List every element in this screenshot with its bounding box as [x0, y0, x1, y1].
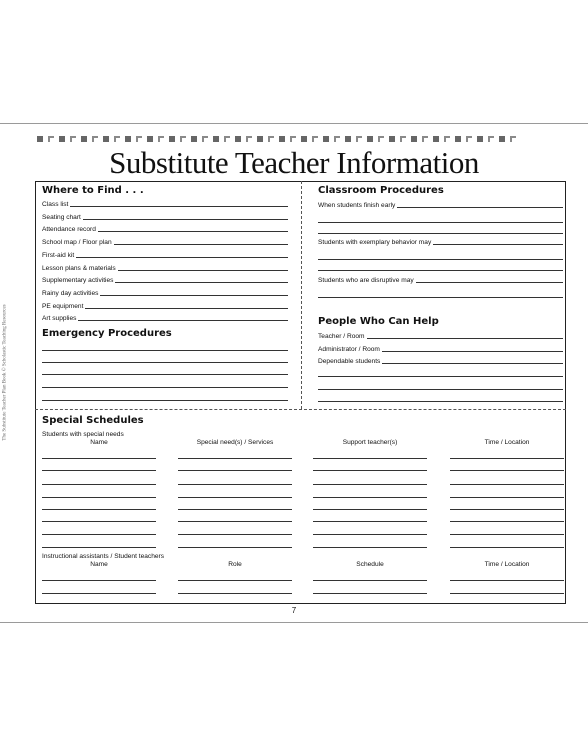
assistants-col-header: Role [228, 561, 242, 568]
where-to-find-item-row[interactable] [42, 212, 288, 221]
where-to-find-item-blank[interactable] [98, 231, 288, 232]
where-to-find-item-label: Rainy day activities [42, 289, 99, 297]
decorative-square [37, 136, 43, 142]
decorative-square [92, 136, 98, 142]
special-needs-col-header: Special need(s) / Services [196, 439, 274, 446]
emergency-line[interactable] [42, 374, 288, 375]
assistants-line[interactable] [450, 580, 564, 581]
decorative-square [499, 136, 505, 142]
decorative-square [202, 136, 208, 142]
help-item-label: Dependable students [318, 358, 381, 365]
classroom-line[interactable] [318, 233, 563, 234]
special-needs-line[interactable] [42, 458, 156, 459]
special-needs-line[interactable] [42, 484, 156, 485]
emergency-procedures-heading: Emergency Procedures [42, 328, 172, 339]
help-item-row[interactable] [318, 331, 563, 340]
special-needs-line[interactable] [450, 470, 564, 471]
decorative-square [169, 136, 175, 142]
help-item-label: Teacher / Room [318, 333, 365, 340]
people-who-can-help-heading: People Who Can Help [318, 316, 439, 327]
decorative-square [345, 136, 351, 142]
decorative-square [70, 136, 76, 142]
classroom-line[interactable] [318, 259, 563, 260]
special-needs-line[interactable] [42, 497, 156, 498]
horizontal-divider [35, 409, 566, 410]
emergency-line[interactable] [42, 350, 288, 351]
decorative-square [59, 136, 65, 142]
where-to-find-item-label: Class list [42, 201, 69, 208]
decorative-square [158, 136, 164, 142]
special-needs-line[interactable] [178, 470, 292, 471]
help-item-blank[interactable] [382, 351, 563, 352]
decorative-square [400, 136, 406, 142]
special-needs-line[interactable] [313, 497, 427, 498]
special-needs-line[interactable] [178, 509, 292, 510]
decorative-square [312, 136, 318, 142]
help-line[interactable] [318, 401, 563, 402]
special-needs-line[interactable] [42, 547, 156, 548]
special-needs-line[interactable] [313, 509, 427, 510]
assistants-line[interactable] [42, 593, 156, 594]
help-item-label: Administrator / Room [318, 345, 380, 353]
decorative-square [455, 136, 461, 142]
special-needs-line[interactable] [178, 534, 292, 535]
where-to-find-item-row[interactable] [42, 250, 288, 259]
where-to-find-item-label: Lesson plans & materials [42, 264, 116, 272]
classroom-item-blank[interactable] [416, 282, 563, 283]
decorative-square [422, 136, 428, 142]
where-to-find-item-blank[interactable] [100, 295, 288, 296]
decorative-square [235, 136, 241, 142]
where-to-find-item-row[interactable] [42, 237, 288, 246]
where-to-find-item-blank[interactable] [78, 320, 288, 321]
where-to-find-item-row[interactable] [42, 199, 288, 208]
decorative-square [246, 136, 252, 142]
assistants-line[interactable] [313, 580, 427, 581]
classroom-item-row[interactable] [318, 237, 563, 246]
classroom-item-blank[interactable] [397, 207, 563, 208]
where-to-find-item-row[interactable] [42, 275, 288, 284]
decorative-square [477, 136, 483, 142]
decorative-square [301, 136, 307, 142]
special-needs-line[interactable] [313, 534, 427, 535]
decorative-square [224, 136, 230, 142]
decorative-square [147, 136, 153, 142]
assistants-col-header: Schedule [356, 561, 384, 568]
special-needs-line[interactable] [313, 521, 427, 522]
assistants-col-header: Name [90, 561, 108, 568]
where-to-find-item-row[interactable] [42, 288, 288, 297]
special-needs-line[interactable] [450, 484, 564, 485]
assistants-line[interactable] [450, 593, 564, 594]
classroom-item-label: When students finish early [318, 202, 396, 209]
special-needs-line[interactable] [42, 509, 156, 510]
emergency-line[interactable] [42, 400, 288, 401]
help-line[interactable] [318, 376, 563, 377]
special-needs-line[interactable] [178, 497, 292, 498]
special-needs-line[interactable] [178, 521, 292, 522]
where-to-find-item-label: Attendance record [42, 226, 96, 234]
decorative-square [191, 136, 197, 142]
decorative-square [510, 136, 516, 142]
decorative-square [334, 136, 340, 142]
decorative-square [213, 136, 219, 142]
assistants-subheading: Instructional assistants / Student teachers [42, 553, 165, 560]
special-needs-line[interactable] [313, 458, 427, 459]
decorative-square [389, 136, 395, 142]
assistants-line[interactable] [178, 580, 292, 581]
decorative-square [125, 136, 131, 142]
decorative-square [367, 136, 373, 142]
special-needs-line[interactable] [178, 484, 292, 485]
decorative-square [103, 136, 109, 142]
classroom-item-label: Students with exemplary behavior may [318, 239, 432, 246]
classroom-line[interactable] [318, 297, 563, 298]
special-schedules-heading: Special Schedules [42, 415, 144, 426]
where-to-find-item-blank[interactable] [76, 257, 288, 258]
assistants-line[interactable] [42, 580, 156, 581]
special-needs-line[interactable] [450, 547, 564, 548]
special-needs-subheading: Students with special needs [42, 431, 124, 438]
where-to-find-item-label: Supplementary activities [42, 277, 114, 285]
page-number: 7 [291, 606, 297, 615]
where-to-find-item-row[interactable] [42, 313, 288, 322]
assistants-line[interactable] [313, 593, 427, 594]
special-needs-col-header: Time / Location [484, 439, 530, 446]
decorative-square [378, 136, 384, 142]
emergency-line[interactable] [42, 387, 288, 388]
special-needs-line[interactable] [178, 458, 292, 459]
help-item-blank[interactable] [382, 363, 563, 364]
special-needs-line[interactable] [450, 458, 564, 459]
where-to-find-item-row[interactable] [42, 301, 288, 310]
decorative-square [48, 136, 54, 142]
special-needs-line[interactable] [450, 534, 564, 535]
classroom-procedures-heading: Classroom Procedures [318, 185, 444, 196]
decorative-square [323, 136, 329, 142]
assistants-line[interactable] [178, 593, 292, 594]
decorative-square [180, 136, 186, 142]
classroom-item-row[interactable] [318, 200, 563, 209]
page-title: Substitute Teacher Information [109, 145, 479, 180]
special-needs-line[interactable] [450, 521, 564, 522]
side-credit: The Substitute Teacher Plan Book © Scholastic Teaching Resources [2, 304, 8, 441]
special-needs-line[interactable] [450, 509, 564, 510]
where-to-find-item-label: Art supplies [42, 315, 77, 323]
where-to-find-item-label: Seating chart [42, 213, 81, 221]
where-to-find-item-blank[interactable] [85, 308, 288, 309]
classroom-line[interactable] [318, 222, 563, 223]
classroom-item-label: Students who are disruptive may [318, 277, 414, 284]
decorative-square [279, 136, 285, 142]
help-item-row[interactable] [318, 356, 563, 365]
where-to-find-item-label: First-aid kit [42, 251, 75, 259]
decorative-square [444, 136, 450, 142]
decorative-square [114, 136, 120, 142]
help-line[interactable] [318, 389, 563, 390]
classroom-line[interactable] [318, 270, 563, 271]
assistants-col-header: Time / Location [484, 561, 530, 568]
decorative-square [268, 136, 274, 142]
where-to-find-item-blank[interactable] [115, 282, 288, 283]
special-needs-col-header: Support teacher(s) [342, 439, 398, 446]
decorative-square [356, 136, 362, 142]
where-to-find-item-row[interactable] [42, 263, 288, 272]
decorative-square [488, 136, 494, 142]
where-to-find-item-blank[interactable] [83, 219, 288, 220]
special-needs-line[interactable] [313, 470, 427, 471]
special-needs-col-header: Name [90, 439, 108, 446]
decorative-square [466, 136, 472, 142]
decorative-square [257, 136, 263, 142]
special-needs-line[interactable] [450, 497, 564, 498]
special-needs-line[interactable] [42, 534, 156, 535]
decorative-square [290, 136, 296, 142]
special-needs-line[interactable] [313, 547, 427, 548]
classroom-item-blank[interactable] [433, 244, 563, 245]
vertical-divider [301, 181, 302, 409]
where-to-find-item-blank[interactable] [114, 244, 288, 245]
help-item-blank[interactable] [367, 338, 563, 339]
emergency-line[interactable] [42, 362, 288, 363]
decorative-square [433, 136, 439, 142]
decorative-square [81, 136, 87, 142]
where-to-find-item-row[interactable] [42, 224, 288, 233]
special-needs-line[interactable] [313, 484, 427, 485]
help-item-row[interactable] [318, 344, 563, 353]
where-to-find-heading: Where to Find . . . [42, 185, 144, 196]
where-to-find-item-label: School map / Floor plan [42, 239, 112, 247]
classroom-item-row[interactable] [318, 275, 563, 284]
special-needs-line[interactable] [42, 470, 156, 471]
where-to-find-item-blank[interactable] [118, 270, 288, 271]
where-to-find-item-blank[interactable] [70, 206, 288, 207]
decorative-square [411, 136, 417, 142]
decorative-square-border [37, 136, 516, 144]
where-to-find-item-label: PE equipment [42, 302, 84, 310]
special-needs-line[interactable] [42, 521, 156, 522]
decorative-square [136, 136, 142, 142]
special-needs-line[interactable] [178, 547, 292, 548]
